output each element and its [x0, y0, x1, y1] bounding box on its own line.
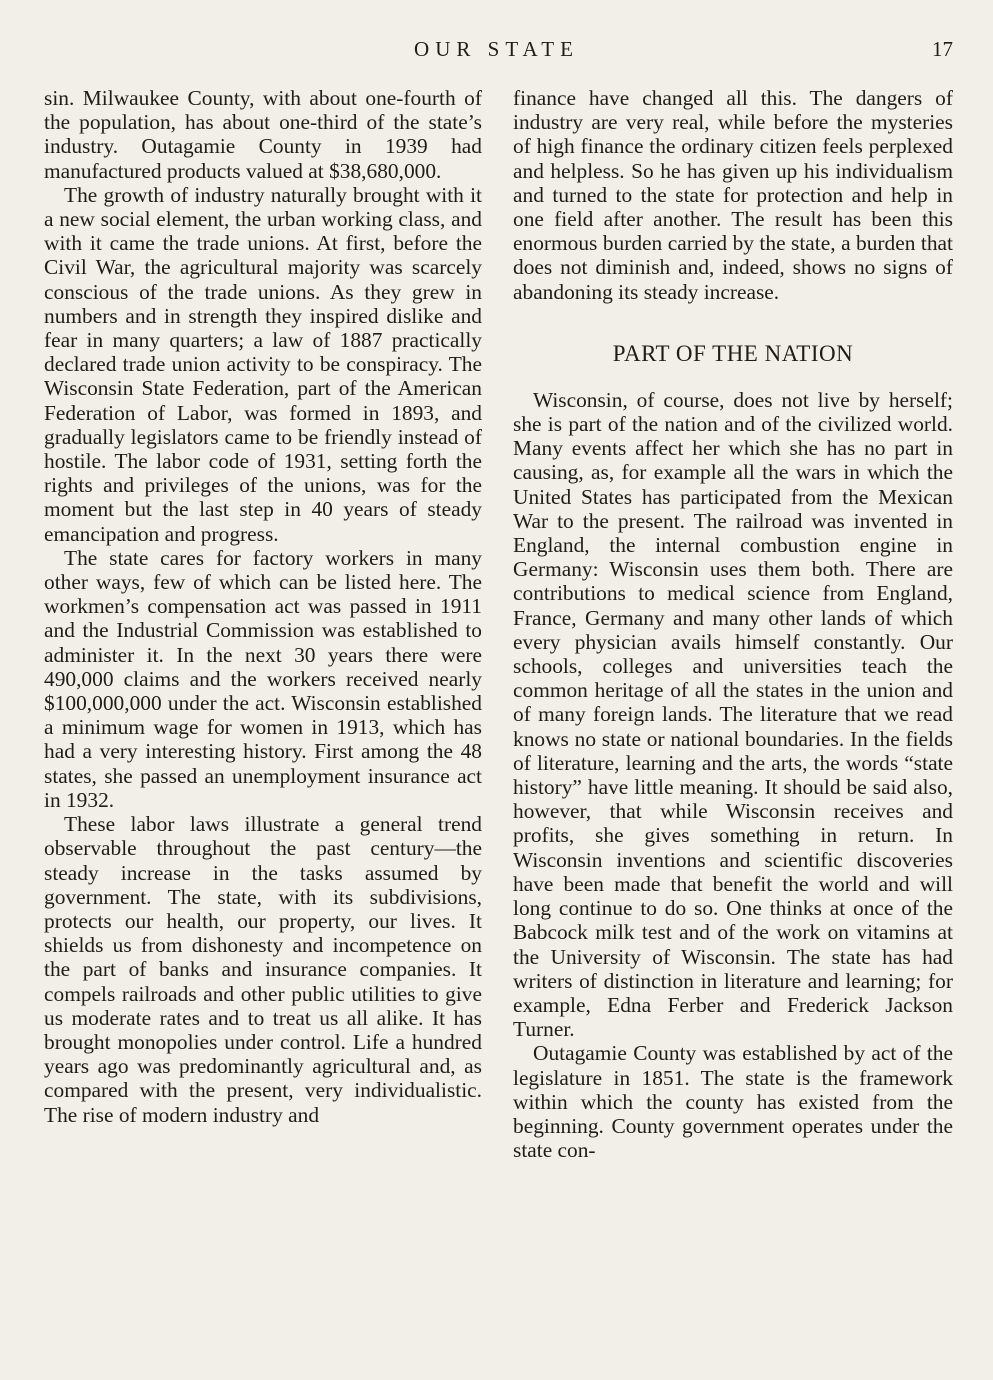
paragraph: The state cares for factory workers in many other ways, few of which can be listed here. The workmen’s compensation act was passed in 1911 and the Industrial Commission was established to administer it. In the next 30 years there were 490,000 claims and the workers received nearly $100,000,000 under the act. Wisconsin established a minimum wage for women in 1913, which has had a very interesting history. First among the 48 states, she passed an unemployment insurance act in 1932.: [44, 545, 482, 812]
paragraph: Wisconsin, of course, does not live by herself; she is part of the nation and of the civilized world. Many events affect her which she has no part in causing, as, for example all the wars in which the United States has participated from the Mexican War to the present. The railroad was invented in England, the internal combustion engine in Germany: Wisconsin uses them both. There are contributions to medical science from England, France, Germany and many other lands of which every physician avails himself constantly. Our schools, colleges and universities teach the common heritage of all the states in the union and of many foreign lands. The literature that we read knows no state or national boundaries. In the fields of literature, learning and the arts, the words “state history” have little meaning. It should be said also, however, that while Wisconsin receives and profits, she gives something in return. In Wisconsin inventions and scientific discoveries have been made that benefit the world and will long continue to do so. One thinks at once of the Babcock milk test and of the work on vitamins at the University of Wisconsin. The state has had writers of distinction in literature and learning; for example, Edna Ferber and Frederick Jackson Turner.: [513, 387, 953, 1042]
section-heading: PART OF THE NATION: [612, 340, 854, 366]
paragraph: These labor laws illustrate a general trend observable throughout the past century—the steady increase in the tasks assumed by government. The state, with its subdivisions, protects our health, our property, our lives. It shields us from dishonesty and incompetence on the part of banks and insurance companies. It compels railroads and other public utilities to give us moderate rates and to treat us all alike. It has brought monopolies under control. Life a hundred years ago was predominantly agricultural and, as compared with the present, very individualistic. The rise of modern industry and: [44, 812, 482, 1127]
paragraph: sin. Milwaukee County, with about one-fourth of the population, has about one-third of the state’s industry. Outagamie County in 1939 had manufactured products valued at $38,680,000.: [44, 86, 482, 183]
paragraph: Outagamie County was established by act of the legislature in 1851. The state is the framework within which the county has existed from the beginning. County government operates under the state con-: [513, 1041, 953, 1163]
right-column: [513, 86, 953, 1162]
running-title: OUR STATE: [414, 37, 579, 61]
left-column: [44, 86, 482, 1127]
running-head: [0, 36, 993, 66]
paragraph: The growth of industry naturally brought with it a new social element, the urban working class, and with it came the trade unions. At first, before the Civil War, the agricultural majority was scarcely conscious of the trade unions. As they grew in numbers and in strength they inspired dislike and fear in many quarters; a law of 1887 practically declared trade union activity to be conspiracy. The Wisconsin State Federation, part of the American Federation of Labor, was formed in 1893, and gradually legislators came to be friendly instead of hostile. The labor code of 1931, setting forth the rights and privileges of the unions, was for the moment but the last step in 40 years of steady emancipation and progress.: [44, 182, 482, 546]
page-number: 17: [932, 37, 953, 61]
paragraph: finance have changed all this. The dangers of industry are very real, while before the mysteries of high finance the ordinary citizen feels perplexed and helpless. So he has given up his individualism and turned to the state for protection and help in one field after another. The result has been this enormous burden carried by the state, a burden that does not diminish and, indeed, shows no signs of abandoning its steady increase.: [513, 86, 953, 304]
